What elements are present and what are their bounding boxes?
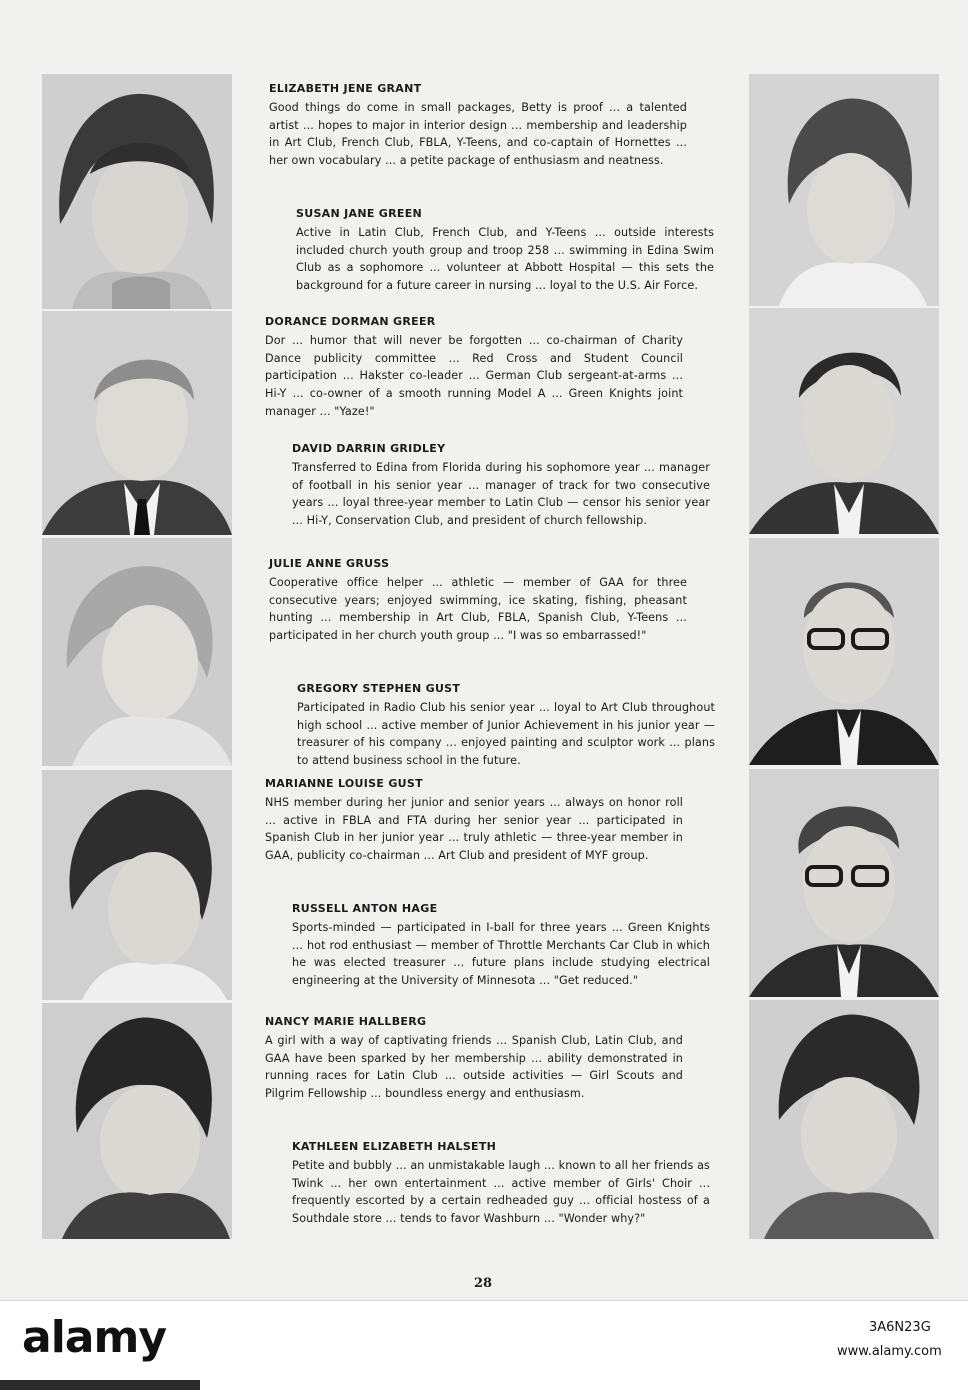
student-name: KATHLEEN ELIZABETH HALSETH bbox=[292, 1140, 497, 1153]
student-name: MARIANNE LOUISE GUST bbox=[265, 777, 423, 790]
student-name: DORANCE DORMAN GREER bbox=[265, 315, 436, 328]
entry-julie-gruss bbox=[269, 555, 687, 645]
brand-logo: alamy bbox=[22, 1312, 166, 1363]
entry-nancy-hallberg bbox=[265, 1013, 683, 1103]
student-name: NANCY MARIE HALLBERG bbox=[265, 1015, 427, 1028]
student-bio: Dor ... humor that will never be forgotten ... co-chairman of Charity Dance publicity committee ... Red Cross and Student Council participation ... Hakster co-leader ... German Club sergeant-at-arms ... Hi-Y ... co-owner of a smooth running Model A ... Green Knights joint manager ... "Yaze!" bbox=[265, 333, 683, 418]
image-id: 3A6N23G bbox=[869, 1320, 931, 1335]
brand-underline bbox=[0, 1380, 200, 1390]
portrait-photo-julie-gruss bbox=[42, 538, 232, 766]
entry-dorance-greer bbox=[265, 313, 683, 421]
portrait-photo-dorance-greer bbox=[42, 311, 232, 535]
entry-elizabeth-grant bbox=[269, 80, 687, 170]
entry-marianne-gust bbox=[265, 775, 683, 865]
portrait-photo-marianne-gust bbox=[42, 770, 232, 1000]
portrait-photo-elizabeth-grant bbox=[42, 74, 232, 309]
page-number: 28 bbox=[474, 1276, 493, 1291]
student-bio: A girl with a way of captivating friends ... Spanish Club, Latin Club, and GAA have been sparked by her membership ... ability demonstrated in running races for Latin Club ... outside activities — Girl Scouts and Pilgrim Fellowship ... boundless energy and enthusiasm. bbox=[265, 1033, 683, 1101]
footer-divider bbox=[0, 1300, 968, 1301]
student-bio: Participated in Radio Club his senior year ... loyal to Art Club throughout high school ... active member of Junior Achievement in his junior year — treasurer of his company ... enjoyed painting and sculptor work ... plans to attend business school in the future. bbox=[297, 700, 715, 768]
student-bio: Active in Latin Club, French Club, and Y-Teens ... outside interests included church youth group and troop 258 ... swimming in Edina Swim Club as a sophomore ... volunteer at Abbott Hospital — this sets the background for a future career in nursing ... loyal to the U.S. Air Force. bbox=[296, 225, 714, 293]
portrait-photo-gregory-gust bbox=[749, 538, 939, 765]
entry-russell-hage bbox=[292, 900, 710, 990]
student-name: SUSAN JANE GREEN bbox=[296, 207, 423, 220]
portrait-photo-nancy-hallberg bbox=[42, 1003, 232, 1239]
entry-david-gridley bbox=[292, 440, 710, 530]
site-url: www.alamy.com bbox=[837, 1344, 942, 1359]
portrait-photo-russell-hage bbox=[749, 769, 939, 997]
student-bio: Good things do come in small packages, Betty is proof ... a talented artist ... hopes to major in interior design ... membership and leadership in Art Club, French Club, FBLA, Y-Teens, and co-captain of Hornettes ... her own vocabulary ... a petite package of enthusiasm and neatness. bbox=[269, 100, 687, 168]
student-name: RUSSELL ANTON HAGE bbox=[292, 902, 438, 915]
student-name: DAVID DARRIN GRIDLEY bbox=[292, 442, 446, 455]
student-name: GREGORY STEPHEN GUST bbox=[297, 682, 461, 695]
entry-kathleen-halseth bbox=[292, 1138, 710, 1228]
student-bio: Cooperative office helper ... athletic — member of GAA for three consecutive years; enjoyed swimming, ice skating, fishing, pheasant hunting ... membership in Art Club, FBLA, Spanish Club, Y-Teens ... participated in her church youth group ... "I was so embarrassed!" bbox=[269, 575, 687, 643]
student-bio: NHS member during her junior and senior years ... always on honor roll ... active in FBLA and FTA during her senior year ... participated in Spanish Club in her junior year ... truly athletic — three-year member in GAA, publicity co-chairman ... Art Club and president of MYF group. bbox=[265, 795, 683, 863]
entry-gregory-gust bbox=[297, 680, 715, 770]
portrait-photo-susan-green bbox=[749, 74, 939, 306]
portrait-photo-david-gridley bbox=[749, 308, 939, 534]
student-bio: Petite and bubbly ... an unmistakable laugh ... known to all her friends as Twink ... her own entertainment ... active member of Girls' Choir ... frequently escorted by a certain redheaded guy ... official hostess of a Southdale store ... tends to favor Washburn ... "Wonder why?" bbox=[292, 1158, 710, 1226]
student-bio: Sports-minded — participated in I-ball for three years ... Green Knights ... hot rod enthusiast — member of Throttle Merchants Car Club in which he was elected treasurer ... future plans include studying electrical engineering at the University of Minnesota ... "Get reduced." bbox=[292, 920, 710, 988]
student-bio: Transferred to Edina from Florida during his sophomore year ... manager of football in his senior year ... manager of track for two consecutive years ... loyal three-year member to Latin Club — censor his senior year ... Hi-Y, Conservation Club, and president of church fellowship. bbox=[292, 460, 710, 528]
student-name: JULIE ANNE GRUSS bbox=[269, 557, 390, 570]
entry-susan-green bbox=[296, 205, 714, 295]
portrait-photo-kathleen-halseth bbox=[749, 1000, 939, 1239]
student-name: ELIZABETH JENE GRANT bbox=[269, 82, 422, 95]
